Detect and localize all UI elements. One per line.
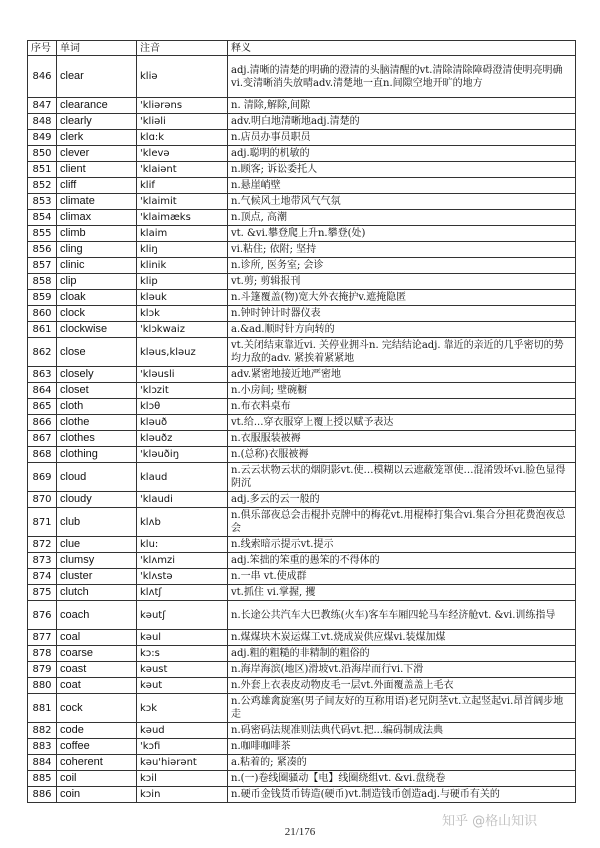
- row-definition: n.斗篷覆盖(物)宽大外衣掩护v.遮掩隐匿: [228, 290, 576, 306]
- row-number: 866: [28, 415, 57, 431]
- row-number: 883: [28, 739, 57, 755]
- row-phonetic: kɔin: [137, 787, 228, 803]
- row-word: cloth: [57, 399, 137, 415]
- table-row: [28, 258, 576, 274]
- row-phonetic: 'kliərəns: [137, 98, 228, 114]
- row-phonetic: 'kliəli: [137, 114, 228, 130]
- table-row: [28, 242, 576, 258]
- row-word: coffee: [57, 739, 137, 755]
- row-phonetic: klinik: [137, 258, 228, 274]
- row-word: clothes: [57, 431, 137, 447]
- row-definition: n.气候风土地带风气气氛: [228, 194, 576, 210]
- row-phonetic: klʌtʃ: [137, 585, 228, 601]
- row-number: 882: [28, 723, 57, 739]
- row-word: cloak: [57, 290, 137, 306]
- table-row: [28, 694, 576, 723]
- row-definition: adj.清晰的清楚的明确的澄清的头脑清醒的vt.清除清除障碍澄清使明亮明确vi.变清晰消失放晴adv.清楚地一直n.间隙空地开旷的地方: [228, 56, 576, 98]
- table-row: [28, 601, 576, 630]
- row-definition: n.煤煤块木炭运煤工vt.烧成炭供应煤vi.装煤加煤: [228, 630, 576, 646]
- row-definition: n.诊所, 医务室; 会诊: [228, 258, 576, 274]
- row-definition: adj.笨拙的笨重的愚笨的不得体的: [228, 553, 576, 569]
- row-definition: vt.剪; 剪辑报刊: [228, 274, 576, 290]
- row-number: 881: [28, 694, 57, 723]
- table-row: [28, 463, 576, 492]
- row-definition: a.&ad.顺时针方向转的: [228, 322, 576, 338]
- row-number: 861: [28, 322, 57, 338]
- row-number: 874: [28, 569, 57, 585]
- row-word: cling: [57, 242, 137, 258]
- row-definition: adj.多云的云一般的: [228, 492, 576, 508]
- row-word: clutch: [57, 585, 137, 601]
- row-number: 857: [28, 258, 57, 274]
- row-word: clip: [57, 274, 137, 290]
- header-definition: 释义: [228, 41, 576, 56]
- table-row: [28, 771, 576, 787]
- row-word: clear: [57, 56, 137, 98]
- row-phonetic: kləuk: [137, 290, 228, 306]
- table-row: [28, 678, 576, 694]
- row-phonetic: kəud: [137, 723, 228, 739]
- table-row: [28, 194, 576, 210]
- row-phonetic: kləus,kləuz: [137, 338, 228, 367]
- row-word: cock: [57, 694, 137, 723]
- row-definition: n.俱乐部夜总会击棍扑克牌中的梅花vt.用棍棒打集合vi.集合分担花费泡夜总会: [228, 508, 576, 537]
- table-row: [28, 290, 576, 306]
- table-row: [28, 662, 576, 678]
- row-word: client: [57, 162, 137, 178]
- row-number: 867: [28, 431, 57, 447]
- row-phonetic: 'klaimit: [137, 194, 228, 210]
- vocabulary-sheet: [27, 40, 575, 803]
- row-number: 875: [28, 585, 57, 601]
- row-definition: n.布衣料桌布: [228, 399, 576, 415]
- table-row: [28, 399, 576, 415]
- table-row: [28, 492, 576, 508]
- table-row: [28, 162, 576, 178]
- table-row: [28, 322, 576, 338]
- watermark: 知乎 @格山知识: [442, 814, 538, 829]
- row-phonetic: kəu'hiərənt: [137, 755, 228, 771]
- row-number: 865: [28, 399, 57, 415]
- table-row: [28, 447, 576, 463]
- row-number: 868: [28, 447, 57, 463]
- table-row: [28, 415, 576, 431]
- row-phonetic: 'kləusli: [137, 367, 228, 383]
- row-word: cloud: [57, 463, 137, 492]
- row-definition: n. 清除,解除,间隙: [228, 98, 576, 114]
- row-definition: vt. &vi.攀登爬上升n.攀登(处): [228, 226, 576, 242]
- row-word: clinic: [57, 258, 137, 274]
- row-definition: adv.紧密地接近地严密地: [228, 367, 576, 383]
- row-number: 856: [28, 242, 57, 258]
- table-row: [28, 630, 576, 646]
- row-word: coach: [57, 601, 137, 630]
- row-number: 846: [28, 56, 57, 98]
- row-number: 859: [28, 290, 57, 306]
- row-phonetic: 'klʌmzi: [137, 553, 228, 569]
- row-phonetic: 'klaiənt: [137, 162, 228, 178]
- header-num: 序号: [28, 41, 57, 56]
- table-body: [28, 56, 576, 803]
- row-word: clothing: [57, 447, 137, 463]
- row-phonetic: klɑ:k: [137, 130, 228, 146]
- row-phonetic: kɔil: [137, 771, 228, 787]
- row-word: clock: [57, 306, 137, 322]
- row-number: 869: [28, 463, 57, 492]
- row-number: 864: [28, 383, 57, 399]
- row-definition: n.云云状物云状的烟阴影vt.使…模糊以云遮蔽笼罩使…混淆毁坏vi.脸色显得阴沉: [228, 463, 576, 492]
- row-word: clearance: [57, 98, 137, 114]
- table-row: [28, 383, 576, 399]
- table-row: [28, 585, 576, 601]
- row-phonetic: 'klɔkwaiz: [137, 322, 228, 338]
- row-word: climate: [57, 194, 137, 210]
- row-word: cliff: [57, 178, 137, 194]
- row-definition: n.钟时钟计时器仪表: [228, 306, 576, 322]
- row-definition: n.长途公共汽车大巴教练(火车)客车车厢四轮马车经济舱vt. &vi.训练指导: [228, 601, 576, 630]
- row-phonetic: kliə: [137, 56, 228, 98]
- row-phonetic: 'klaimæks: [137, 210, 228, 226]
- table-row: [28, 274, 576, 290]
- row-word: clockwise: [57, 322, 137, 338]
- row-phonetic: 'klaudi: [137, 492, 228, 508]
- row-number: 852: [28, 178, 57, 194]
- row-definition: vi.粘住; 依附; 坚持: [228, 242, 576, 258]
- table-row: [28, 431, 576, 447]
- row-word: clerk: [57, 130, 137, 146]
- row-phonetic: klaim: [137, 226, 228, 242]
- row-number: 854: [28, 210, 57, 226]
- row-phonetic: kəut: [137, 678, 228, 694]
- row-word: climb: [57, 226, 137, 242]
- row-definition: n.外套上衣表皮动物皮毛一层vt.外面覆盖盖上毛衣: [228, 678, 576, 694]
- row-phonetic: 'kɔfi: [137, 739, 228, 755]
- row-phonetic: kəutʃ: [137, 601, 228, 630]
- row-definition: n.码密码法规准则法典代码vt.把...编码制成法典: [228, 723, 576, 739]
- row-number: 878: [28, 646, 57, 662]
- row-number: 873: [28, 553, 57, 569]
- row-phonetic: kliŋ: [137, 242, 228, 258]
- row-number: 850: [28, 146, 57, 162]
- row-word: code: [57, 723, 137, 739]
- row-definition: n.公鸡雄禽旋塞(男子间友好的互称用语)老兄阴茎vt.立起竖起vi.昂首阔步地走: [228, 694, 576, 723]
- row-phonetic: klip: [137, 274, 228, 290]
- table-row: [28, 646, 576, 662]
- vocabulary-table: [27, 40, 576, 803]
- row-number: 886: [28, 787, 57, 803]
- table-row: [28, 508, 576, 537]
- row-word: cloudy: [57, 492, 137, 508]
- table-row: [28, 146, 576, 162]
- row-word: clue: [57, 537, 137, 553]
- row-definition: n.衣服服装被褥: [228, 431, 576, 447]
- row-number: 862: [28, 338, 57, 367]
- table-row: [28, 210, 576, 226]
- row-number: 885: [28, 771, 57, 787]
- row-number: 880: [28, 678, 57, 694]
- row-number: 879: [28, 662, 57, 678]
- row-word: clothe: [57, 415, 137, 431]
- table-row: [28, 553, 576, 569]
- row-phonetic: kləuðz: [137, 431, 228, 447]
- row-definition: n.顾客; 诉讼委托人: [228, 162, 576, 178]
- row-word: closet: [57, 383, 137, 399]
- row-word: clumsy: [57, 553, 137, 569]
- row-word: coal: [57, 630, 137, 646]
- table-row: [28, 569, 576, 585]
- row-number: 853: [28, 194, 57, 210]
- row-phonetic: 'klɔzit: [137, 383, 228, 399]
- row-number: 877: [28, 630, 57, 646]
- row-word: coil: [57, 771, 137, 787]
- row-phonetic: klaud: [137, 463, 228, 492]
- row-definition: n.顶点, 高潮: [228, 210, 576, 226]
- row-definition: n.小房间; 壁碗橱: [228, 383, 576, 399]
- row-definition: n.店员办事员职员: [228, 130, 576, 146]
- row-definition: vt.关闭结束靠近vi. 关停业拥斗n. 完结结论adj. 靠近的亲近的几乎密切的势均力敌的adv. 紧挨着紧紧地: [228, 338, 576, 367]
- table-row: [28, 130, 576, 146]
- row-number: 851: [28, 162, 57, 178]
- page-number: 21/176: [284, 826, 316, 838]
- table-row: [28, 739, 576, 755]
- row-phonetic: klɔk: [137, 306, 228, 322]
- row-word: coarse: [57, 646, 137, 662]
- header-phonetic: 注音: [137, 41, 228, 56]
- row-word: clearly: [57, 114, 137, 130]
- row-definition: n.硬币金钱货币铸造(硬币)vt.制造钱币创造adj.与硬币有关的: [228, 787, 576, 803]
- row-phonetic: kləuð: [137, 415, 228, 431]
- row-definition: adj.粗的粗糙的非精制的粗俗的: [228, 646, 576, 662]
- row-phonetic: kɔ:s: [137, 646, 228, 662]
- table-row: [28, 98, 576, 114]
- row-word: coherent: [57, 755, 137, 771]
- row-number: 876: [28, 601, 57, 630]
- table-row: [28, 755, 576, 771]
- row-number: 884: [28, 755, 57, 771]
- table-row: [28, 367, 576, 383]
- row-definition: n.一串 vt.使成群: [228, 569, 576, 585]
- row-phonetic: kəul: [137, 630, 228, 646]
- row-phonetic: klʌb: [137, 508, 228, 537]
- row-word: coin: [57, 787, 137, 803]
- header-word: 单词: [57, 41, 137, 56]
- row-number: 848: [28, 114, 57, 130]
- row-word: closely: [57, 367, 137, 383]
- row-phonetic: kɔk: [137, 694, 228, 723]
- row-number: 870: [28, 492, 57, 508]
- row-word: clever: [57, 146, 137, 162]
- row-word: climax: [57, 210, 137, 226]
- table-header-row: [28, 41, 576, 56]
- row-phonetic: klɔθ: [137, 399, 228, 415]
- row-number: 860: [28, 306, 57, 322]
- row-number: 847: [28, 98, 57, 114]
- row-definition: n.咖啡咖啡茶: [228, 739, 576, 755]
- row-definition: n.(总称)衣服被褥: [228, 447, 576, 463]
- row-word: close: [57, 338, 137, 367]
- row-phonetic: kəust: [137, 662, 228, 678]
- row-definition: n.(一)卷线圈骚动【电】线圈绕组vt. &vi.盘绕卷: [228, 771, 576, 787]
- row-definition: n.线索暗示提示vt.提示: [228, 537, 576, 553]
- row-number: 858: [28, 274, 57, 290]
- row-phonetic: klif: [137, 178, 228, 194]
- row-phonetic: 'klʌstə: [137, 569, 228, 585]
- table-row: [28, 226, 576, 242]
- row-number: 849: [28, 130, 57, 146]
- table-row: [28, 537, 576, 553]
- row-number: 855: [28, 226, 57, 242]
- row-word: club: [57, 508, 137, 537]
- row-definition: n.海岸海滨(地区)滑坡vt.沿海岸而行vi.下滑: [228, 662, 576, 678]
- row-definition: vt.抓住 vi.掌握, 攫: [228, 585, 576, 601]
- row-word: cluster: [57, 569, 137, 585]
- row-definition: n.悬崖峭壁: [228, 178, 576, 194]
- row-number: 863: [28, 367, 57, 383]
- table-row: [28, 114, 576, 130]
- table-row: [28, 338, 576, 367]
- row-word: coat: [57, 678, 137, 694]
- row-word: coast: [57, 662, 137, 678]
- row-definition: adj.聪明的机敏的: [228, 146, 576, 162]
- table-row: [28, 306, 576, 322]
- row-phonetic: 'klevə: [137, 146, 228, 162]
- table-row: [28, 723, 576, 739]
- table-row: [28, 787, 576, 803]
- row-definition: vt.给...穿衣服穿上覆上授以赋予表达: [228, 415, 576, 431]
- row-definition: adv.明白地清晰地adj.清楚的: [228, 114, 576, 130]
- row-definition: a.粘着的; 紧凑的: [228, 755, 576, 771]
- row-phonetic: klu:: [137, 537, 228, 553]
- row-number: 871: [28, 508, 57, 537]
- table-row: [28, 178, 576, 194]
- row-number: 872: [28, 537, 57, 553]
- table-row: [28, 56, 576, 98]
- row-phonetic: 'kləuðiŋ: [137, 447, 228, 463]
